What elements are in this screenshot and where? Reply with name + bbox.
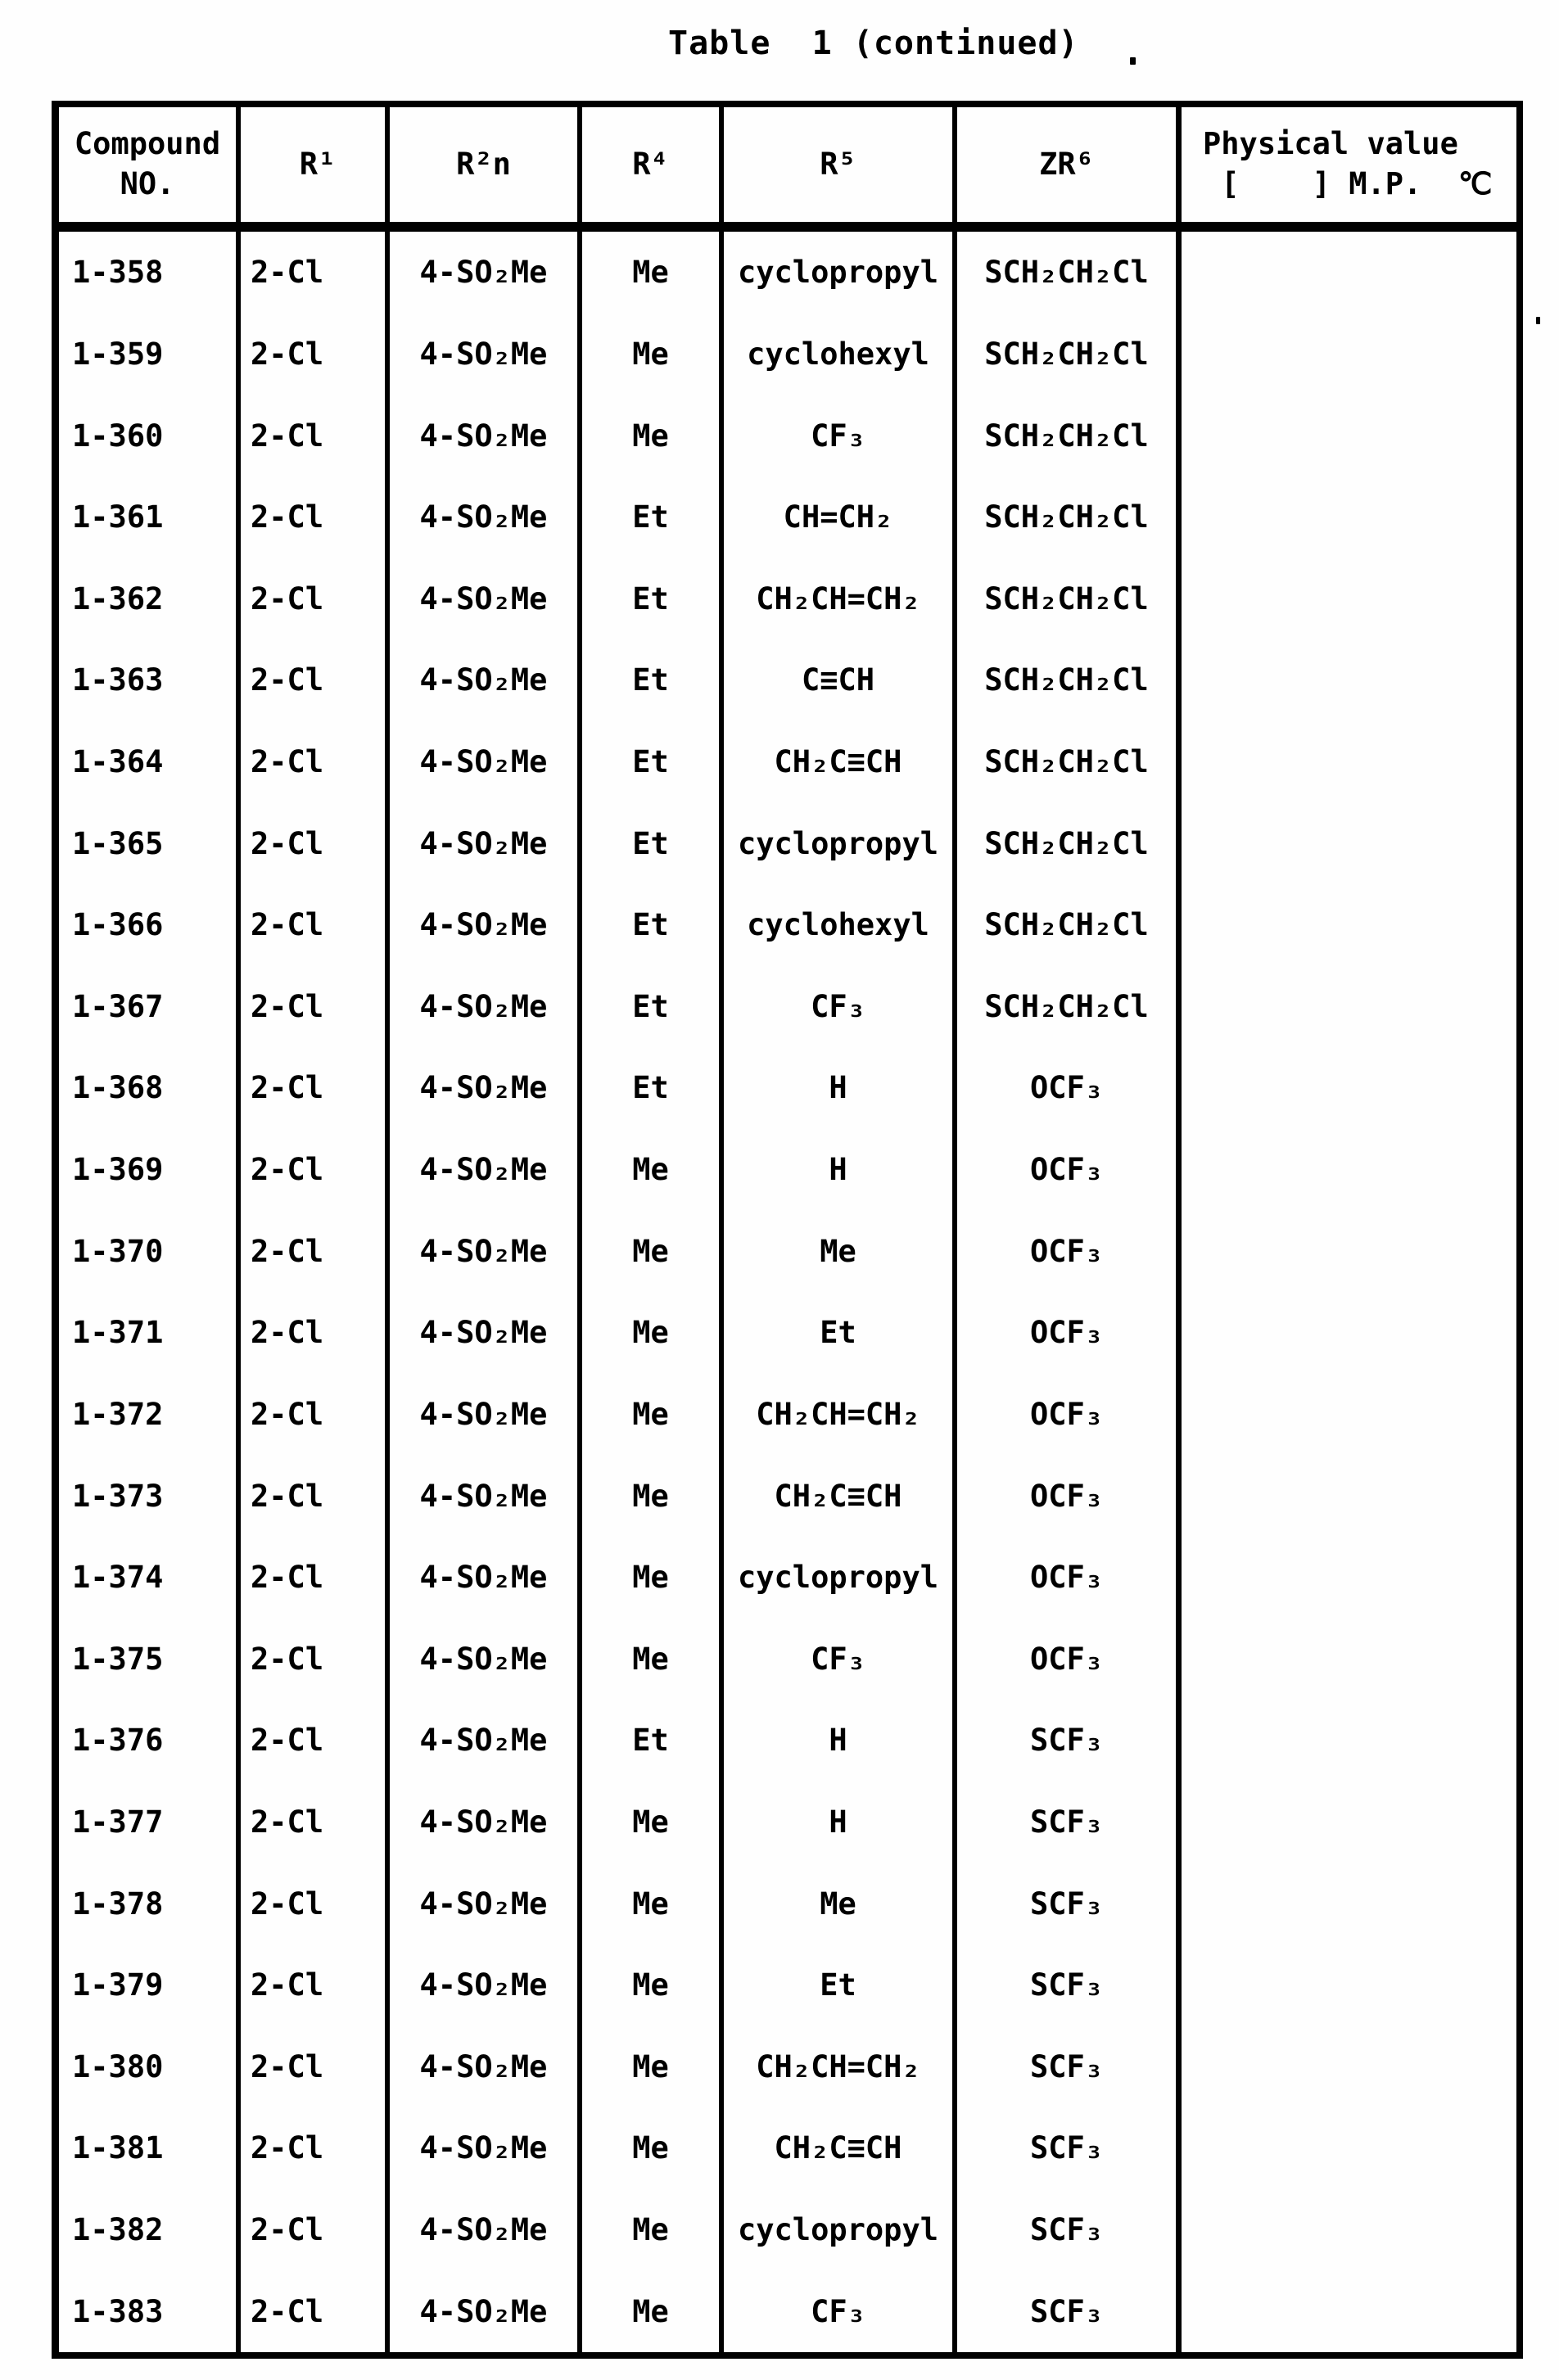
table-cell: 4-SO₂Me (385, 1292, 577, 1374)
table-cell: SCF₃ (952, 1782, 1176, 1863)
table-cell: 2-Cl (236, 395, 385, 476)
table-cell: H (719, 1700, 952, 1782)
table-cell: SCH₂CH₂Cl (952, 802, 1176, 884)
table-cell: CF₃ (719, 1618, 952, 1700)
table-cell: 4-SO₂Me (385, 2107, 577, 2189)
table-cell: Et (577, 476, 719, 558)
table-cell (1176, 802, 1516, 884)
table-cell: SCF₃ (952, 2270, 1176, 2352)
table-cell: cyclopropyl (719, 232, 952, 314)
table-cell: cyclohexyl (719, 314, 952, 395)
table-cell: 1-376 (72, 1723, 164, 1759)
table-cell: 1-366 (72, 907, 164, 943)
table-cell: 1-362 (72, 580, 164, 616)
table-cell: CF₃ (719, 966, 952, 1048)
table-cell: Me (577, 2270, 719, 2352)
table-cell: 4-SO₂Me (385, 314, 577, 395)
table-cell: 1-370 (72, 1233, 164, 1269)
table-cell (1176, 1537, 1516, 1619)
table-cell: 1-358 (72, 255, 164, 291)
table-cell: Et (719, 1944, 952, 2026)
table-cell: 4-SO₂Me (385, 1863, 577, 1944)
table-cell (1176, 1129, 1516, 1211)
table-cell: SCH₂CH₂Cl (952, 884, 1176, 966)
table-cell: SCF₃ (952, 2107, 1176, 2189)
table-cell: 2-Cl (236, 802, 385, 884)
table-cell: 4-SO₂Me (385, 2189, 577, 2271)
table-cell: 1-373 (72, 1478, 164, 1514)
table-cell: 1-369 (72, 1152, 164, 1188)
table-cell: cyclopropyl (719, 802, 952, 884)
table-cell (1176, 1863, 1516, 1944)
table-cell (1176, 1292, 1516, 1374)
table-cell: cyclopropyl (719, 2189, 952, 2271)
table-cell: 2-Cl (236, 1374, 385, 1456)
scan-speck (1130, 57, 1136, 65)
table-cell: SCF₃ (952, 2189, 1176, 2271)
table-cell (1176, 1047, 1516, 1129)
table-cell: C≡CH (719, 639, 952, 721)
header-r4: R⁴ (577, 107, 719, 232)
header-r5: R⁵ (719, 107, 952, 232)
table-cell: Me (577, 1944, 719, 2026)
table-cell: 2-Cl (236, 639, 385, 721)
table-cell: OCF₃ (952, 1374, 1176, 1456)
table-cell (1176, 966, 1516, 1048)
table-cell: H (719, 1129, 952, 1211)
table-cell (1176, 639, 1516, 721)
table-cell: Et (577, 639, 719, 721)
table-cell: 1-371 (72, 1315, 164, 1351)
table-cell (1176, 476, 1516, 558)
table-cell: 1-374 (72, 1560, 164, 1596)
table-cell: 2-Cl (236, 558, 385, 639)
table-cell (1176, 884, 1516, 966)
table-cell: Me (719, 1863, 952, 1944)
table-cell: CH₂C≡CH (719, 1455, 952, 1537)
table-cell: 2-Cl (236, 966, 385, 1048)
table-cell: OCF₃ (952, 1618, 1176, 1700)
table-cell: SCH₂CH₂Cl (952, 966, 1176, 1048)
table-cell: 2-Cl (236, 2189, 385, 2271)
table-cell: CF₃ (719, 395, 952, 476)
table-cell: SCH₂CH₂Cl (952, 639, 1176, 721)
table-cell: OCF₃ (952, 1210, 1176, 1292)
compound-table (52, 101, 1523, 2359)
table-cell: 1-361 (72, 499, 164, 535)
table-cell: 4-SO₂Me (385, 966, 577, 1048)
table-cell: OCF₃ (952, 1537, 1176, 1619)
table-cell: cyclopropyl (719, 1537, 952, 1619)
table-cell: Et (577, 1047, 719, 1129)
table-cell: SCF₃ (952, 1700, 1176, 1782)
table-cell: 2-Cl (236, 1700, 385, 1782)
header-compound-line1: Compound (74, 126, 221, 162)
table-cell: 1-363 (72, 662, 164, 698)
table-cell: Me (577, 1863, 719, 1944)
table-cell: 2-Cl (236, 1618, 385, 1700)
table-cell (1176, 721, 1516, 803)
table-cell: 4-SO₂Me (385, 721, 577, 803)
table-cell: 4-SO₂Me (385, 1047, 577, 1129)
table-cell: 1-372 (72, 1396, 164, 1432)
table-cell: SCF₃ (952, 1944, 1176, 2026)
table-cell: 2-Cl (236, 1944, 385, 2026)
table-cell: Et (577, 966, 719, 1048)
table-cell: 2-Cl (236, 2270, 385, 2352)
table-cell: CH₂C≡CH (719, 2107, 952, 2189)
table-cell: 4-SO₂Me (385, 476, 577, 558)
table-cell (1176, 2189, 1516, 2271)
table-cell: 4-SO₂Me (385, 1944, 577, 2026)
table-cell: 2-Cl (236, 1863, 385, 1944)
table-cell: H (719, 1782, 952, 1863)
table-cell (1176, 1455, 1516, 1537)
table-cell: Et (577, 1700, 719, 1782)
table-cell: 1-364 (72, 743, 164, 779)
table-cell: 4-SO₂Me (385, 1129, 577, 1211)
table-cell (1176, 558, 1516, 639)
table-cell: 4-SO₂Me (385, 802, 577, 884)
table-cell: Me (577, 1292, 719, 1374)
table-cell: 1-377 (72, 1804, 164, 1840)
table-cell: 2-Cl (236, 2026, 385, 2108)
table-cell: 1-367 (72, 988, 164, 1024)
table-cell: CH₂CH=CH₂ (719, 1374, 952, 1456)
table-cell: 4-SO₂Me (385, 639, 577, 721)
table-cell: 2-Cl (236, 1047, 385, 1129)
table-cell: 1-360 (72, 418, 164, 454)
table-cell: Me (577, 1618, 719, 1700)
header-zr6: ZR⁶ (952, 107, 1176, 232)
table-cell: CH₂CH=CH₂ (719, 2026, 952, 2108)
table-cell: Me (719, 1210, 952, 1292)
table-cell: CH=CH₂ (719, 476, 952, 558)
table-cell: OCF₃ (952, 1129, 1176, 1211)
table-cell: Me (577, 2189, 719, 2271)
table-cell: SCH₂CH₂Cl (952, 395, 1176, 476)
table-cell: 2-Cl (236, 232, 385, 314)
table-cell: 4-SO₂Me (385, 395, 577, 476)
table-cell: Me (577, 1374, 719, 1456)
table-cell: 2-Cl (236, 476, 385, 558)
table-cell: 4-SO₂Me (385, 1537, 577, 1619)
table-cell: SCF₃ (952, 1863, 1176, 1944)
table-cell: 1-375 (72, 1641, 164, 1677)
table-cell: 4-SO₂Me (385, 1374, 577, 1456)
table-cell: 1-359 (72, 336, 164, 372)
table-cell: Me (577, 1537, 719, 1619)
table-cell: SCH₂CH₂Cl (952, 558, 1176, 639)
table-cell: Me (577, 1782, 719, 1863)
table-cell: 2-Cl (236, 1129, 385, 1211)
table-cell (1176, 1700, 1516, 1782)
table-cell: Me (577, 2026, 719, 2108)
table-cell: 4-SO₂Me (385, 232, 577, 314)
table-cell: Et (719, 1292, 952, 1374)
table-cell: Me (577, 314, 719, 395)
table-cell: CH₂CH=CH₂ (719, 558, 952, 639)
table-cell: Me (577, 1129, 719, 1211)
table-cell: 1-382 (72, 2212, 164, 2248)
table-cell: Et (577, 884, 719, 966)
table-cell: 2-Cl (236, 884, 385, 966)
table-cell (1176, 1374, 1516, 1456)
table-cell (1176, 1782, 1516, 1863)
table-cell: Me (577, 395, 719, 476)
table-cell: 1-381 (72, 2130, 164, 2166)
table-cell: 1-383 (72, 2293, 164, 2329)
table-cell: 4-SO₂Me (385, 1618, 577, 1700)
header-compound-line2: NO. (120, 166, 175, 201)
table-cell: 4-SO₂Me (385, 1700, 577, 1782)
table-cell: Et (577, 721, 719, 803)
table-cell: Et (577, 558, 719, 639)
table-cell: 1-380 (72, 2048, 164, 2084)
table-cell: SCH₂CH₂Cl (952, 476, 1176, 558)
table-cell (1176, 395, 1516, 476)
table-cell: OCF₃ (952, 1047, 1176, 1129)
table-cell: 2-Cl (236, 1455, 385, 1537)
table-cell: SCH₂CH₂Cl (952, 232, 1176, 314)
table-cell: 2-Cl (236, 1210, 385, 1292)
table-cell: 2-Cl (236, 314, 385, 395)
table-cell: OCF₃ (952, 1292, 1176, 1374)
table-cell: Me (577, 232, 719, 314)
table-cell: 4-SO₂Me (385, 558, 577, 639)
table-cell: cyclohexyl (719, 884, 952, 966)
table-cell: 4-SO₂Me (385, 2026, 577, 2108)
header-physical-line1: Physical value (1203, 126, 1458, 162)
table-cell: Me (577, 1210, 719, 1292)
table-cell: CH₂C≡CH (719, 721, 952, 803)
table-cell: 4-SO₂Me (385, 884, 577, 966)
table-cell: 1-368 (72, 1070, 164, 1106)
table-cell (1176, 314, 1516, 395)
table-cell (1176, 232, 1516, 314)
table-cell: Et (577, 802, 719, 884)
table-cell (1176, 1944, 1516, 2026)
table-cell: Me (577, 2107, 719, 2189)
table-cell: SCF₃ (952, 2026, 1176, 2108)
table-cell: 2-Cl (236, 1537, 385, 1619)
table-cell: Me (577, 1455, 719, 1537)
table-cell: 2-Cl (236, 1782, 385, 1863)
table-cell: 4-SO₂Me (385, 2270, 577, 2352)
table-cell: 2-Cl (236, 1292, 385, 1374)
header-compound-no (59, 107, 236, 232)
header-physical-line2: [ ] M.P. ℃ (1203, 166, 1493, 201)
table-cell (1176, 1210, 1516, 1292)
table-cell (1176, 1618, 1516, 1700)
table-cell: H (719, 1047, 952, 1129)
table-cell: 1-365 (72, 825, 164, 861)
scan-speck (1536, 317, 1540, 324)
table-cell: 2-Cl (236, 721, 385, 803)
table-cell (1176, 2026, 1516, 2108)
table-cell (1176, 2270, 1516, 2352)
table-cell: 1-379 (72, 1967, 164, 2003)
table-cell: 4-SO₂Me (385, 1210, 577, 1292)
table-cell: 2-Cl (236, 2107, 385, 2189)
table-cell: CF₃ (719, 2270, 952, 2352)
table-cell (1176, 2107, 1516, 2189)
table-cell: SCH₂CH₂Cl (952, 721, 1176, 803)
header-physical-value (1176, 107, 1516, 232)
header-r1: R¹ (236, 107, 385, 232)
table-cell: SCH₂CH₂Cl (952, 314, 1176, 395)
header-r2n: R²n (385, 107, 577, 232)
table-cell: OCF₃ (952, 1455, 1176, 1537)
table-cell: 4-SO₂Me (385, 1782, 577, 1863)
table-cell: 1-378 (72, 1885, 164, 1922)
page-title: Table 1 (continued) (668, 25, 1079, 62)
table-cell: 4-SO₂Me (385, 1455, 577, 1537)
